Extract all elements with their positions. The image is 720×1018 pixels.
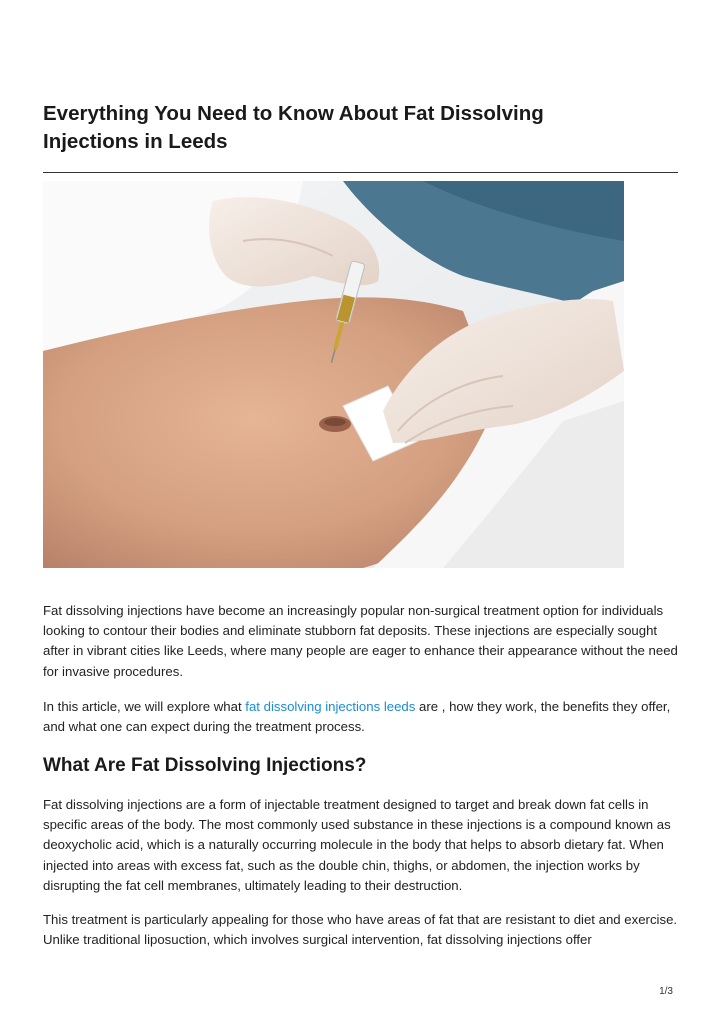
explore-paragraph	[43, 697, 683, 737]
intro-paragraph: Fat dissolving injections have become an increasingly popular non-surgical treatment option for individuals looking to contour their bodies and eliminate stubborn fat deposits. These injections are especially sought after in vibrant cities like Leeds, where many people are eager to enhance their appearance without the need for invasive procedures.	[43, 603, 678, 679]
article-title: Everything You Need to Know About Fat Dissolving Injections in Leeds	[43, 102, 544, 153]
fat-dissolving-injections-leeds-link[interactable]: fat dissolving injections leeds	[245, 699, 416, 714]
page-number: 1/3	[659, 986, 673, 997]
section-heading: What Are Fat Dissolving Injections?	[43, 755, 367, 776]
appealing-paragraph: This treatment is particularly appealing for those who have areas of fat that are resistant to diet and exercise. Unlike traditional liposuction, which involves surgical intervention, fat dissolving injections offer	[43, 912, 678, 948]
title-divider	[43, 172, 678, 173]
what-are-paragraph: Fat dissolving injections are a form of injectable treatment designed to target and break down fat cells in specific areas of the body. The most commonly used substance in these injections is a compound known as deoxycholic acid, which is a naturally occurring molecule in the body that helps to absorb dietary fat. When injected into areas with excess fat, such as the double chin, thighs, or abdomen, the injection works by disrupting the fat cell membranes, ultimately leading to their destruction.	[43, 797, 671, 893]
hero-image	[43, 181, 624, 568]
explore-text-after: are , how they work, the benefits they offer, and what one can expect during the treatment process.	[43, 699, 671, 735]
explore-text-before: In this article, we will explore what	[43, 699, 246, 714]
